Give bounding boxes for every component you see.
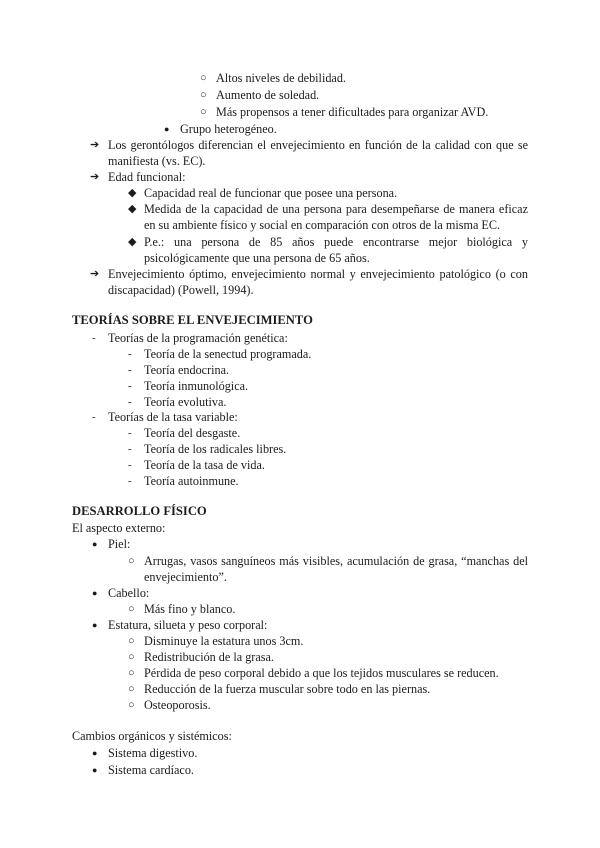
list-item: Piel: (108, 537, 131, 551)
list-item: Edad funcional: (108, 170, 186, 184)
paragraph-line: en su ambiente físico y social en comparación con otros de la misma EC. (144, 218, 501, 232)
dash-bullet-icon: - (128, 396, 132, 408)
list-item: Teoría de los radicales libres. (144, 442, 287, 456)
paragraph-line: Los gerontólogos diferencian el envejecimiento en función de la calidad con que se (108, 138, 528, 152)
circle-bullet-icon: ○ (128, 635, 135, 647)
circle-bullet-icon: ○ (200, 89, 207, 101)
list-item: Teoría evolutiva. (144, 395, 227, 409)
circle-bullet-icon: ○ (200, 72, 207, 84)
list-item: Teorías de la programación genética: (108, 331, 288, 345)
diamond-bullet-icon: ◆ (128, 236, 137, 248)
list-item: Grupo heterogéneo. (180, 122, 277, 136)
arrow-bullet-icon: ➔ (90, 139, 100, 151)
filled-bullet-icon: ● (92, 539, 98, 549)
paragraph-line: P.e.: una persona de 85 años puede encontrarse mejor biológica y (144, 235, 528, 249)
list-item: Cabello: (108, 586, 150, 600)
list-item: Teoría inmunológica. (144, 379, 249, 393)
list-item: Teoría de la tasa de vida. (144, 458, 265, 472)
paragraph-line: psicológicamente que una persona de 65 años. (144, 251, 370, 265)
list-item: Sistema cardíaco. (108, 763, 194, 777)
paragraph-line: manifiesta (vs. EC). (108, 154, 206, 168)
filled-bullet-icon: ● (92, 620, 98, 630)
list-item: Capacidad real de funcionar que posee una persona. (144, 186, 398, 200)
dash-bullet-icon: - (92, 332, 96, 344)
list-item: Teoría autoinmune. (144, 474, 239, 488)
paragraph-line: Envejecimiento óptimo, envejecimiento normal y envejecimiento patológico (o con (108, 267, 528, 281)
circle-bullet-icon: ○ (200, 106, 207, 118)
dash-bullet-icon: - (92, 411, 96, 423)
list-item: Teoría endocrina. (144, 363, 230, 377)
dash-bullet-icon: - (128, 364, 132, 376)
list-item: Estatura, silueta y peso corporal: (108, 618, 268, 632)
paragraph-line: discapacidad) (Powell, 1994). (108, 283, 254, 297)
circle-bullet-icon: ○ (128, 603, 135, 615)
list-item: Teoría de la senectud programada. (144, 347, 312, 361)
paragraph-line: Medida de la capacidad de una persona para desempeñarse de manera eficaz (144, 202, 528, 216)
list-item: Más propensos a tener dificultades para organizar AVD. (216, 105, 489, 119)
dash-bullet-icon: - (128, 348, 132, 360)
list-item: Teorías de la tasa variable: (108, 410, 238, 424)
circle-bullet-icon: ○ (128, 555, 135, 567)
dash-bullet-icon: - (128, 427, 132, 439)
filled-bullet-icon: ● (164, 124, 170, 134)
arrow-bullet-icon: ➔ (90, 268, 100, 280)
dash-bullet-icon: - (128, 443, 132, 455)
circle-bullet-icon: ○ (128, 667, 135, 679)
filled-bullet-icon: ● (92, 588, 98, 598)
paragraph-line: Cambios orgánicos y sistémicos: (72, 729, 232, 743)
section-heading: TEORÍAS SOBRE EL ENVEJECIMIENTO (72, 313, 313, 327)
paragraph-line: Arrugas, vasos sanguíneos más visibles, acumulación de grasa, “manchas del (144, 554, 528, 568)
circle-bullet-icon: ○ (128, 699, 135, 711)
dash-bullet-icon: - (128, 475, 132, 487)
filled-bullet-icon: ● (92, 765, 98, 775)
list-item: Aumento de soledad. (216, 88, 320, 102)
list-item: Osteoporosis. (144, 698, 211, 712)
filled-bullet-icon: ● (92, 748, 98, 758)
list-item: Pérdida de peso corporal debido a que los tejidos musculares se reducen. (144, 666, 499, 680)
list-item: Reducción de la fuerza muscular sobre todo en las piernas. (144, 682, 431, 696)
section-heading: DESARROLLO FÍSICO (72, 504, 207, 518)
list-item: Redistribución de la grasa. (144, 650, 274, 664)
list-item: Más fino y blanco. (144, 602, 236, 616)
dash-bullet-icon: - (128, 380, 132, 392)
dash-bullet-icon: - (128, 459, 132, 471)
diamond-bullet-icon: ◆ (128, 203, 137, 215)
list-item: Disminuye la estatura unos 3cm. (144, 634, 304, 648)
list-item: Altos niveles de debilidad. (216, 71, 346, 85)
paragraph-line: envejecimiento”. (144, 570, 227, 584)
arrow-bullet-icon: ➔ (90, 171, 100, 183)
diamond-bullet-icon: ◆ (128, 187, 137, 199)
circle-bullet-icon: ○ (128, 683, 135, 695)
list-item: Sistema digestivo. (108, 746, 198, 760)
paragraph-line: El aspecto externo: (72, 521, 166, 535)
circle-bullet-icon: ○ (128, 651, 135, 663)
list-item: Teoría del desgaste. (144, 426, 241, 440)
